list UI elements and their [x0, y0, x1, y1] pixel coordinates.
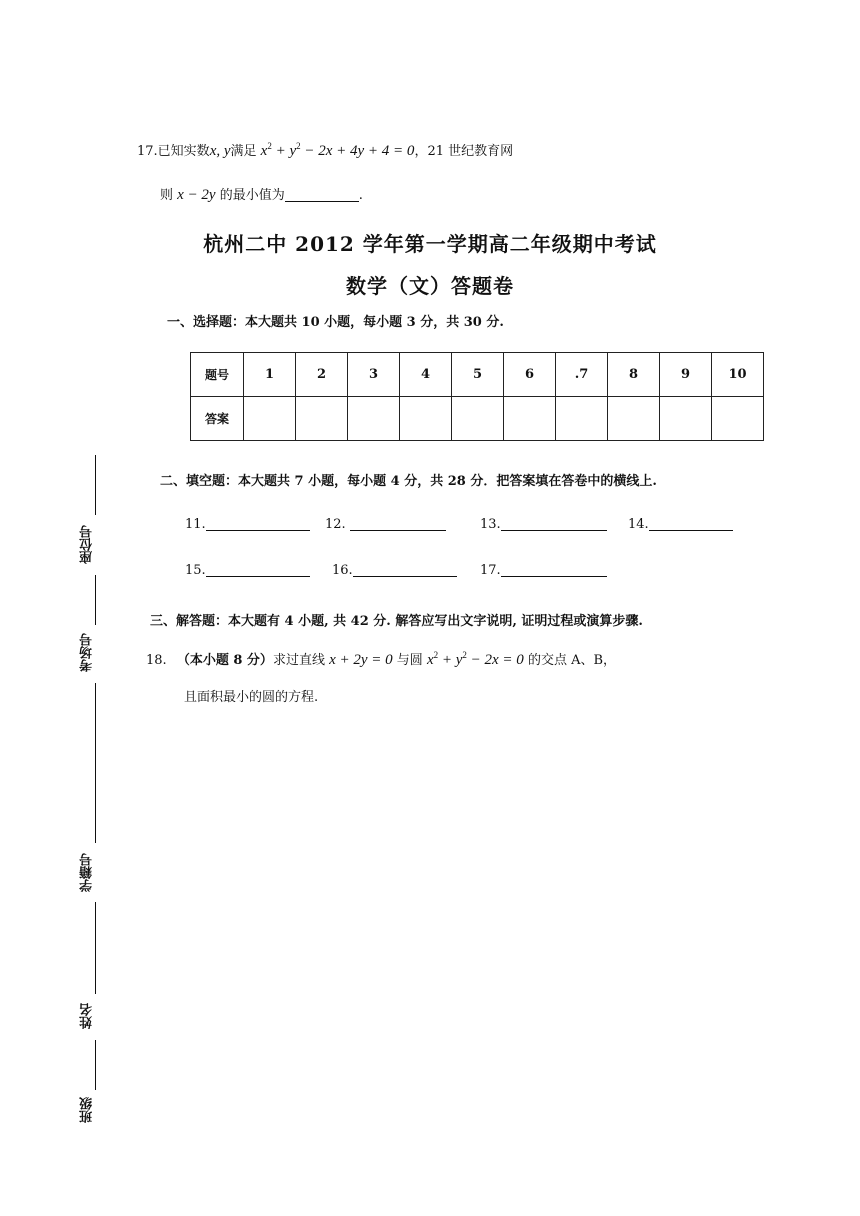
- table-answer-label: 答案: [191, 397, 244, 441]
- exam-room-label: 考场号: [80, 633, 95, 673]
- answer-cell[interactable]: [712, 397, 764, 441]
- answer-cell[interactable]: [504, 397, 556, 441]
- q18-text3: 的交点 A、B，: [527, 653, 617, 668]
- answer-cell[interactable]: [244, 397, 296, 441]
- seat-label: 座位号: [80, 525, 95, 565]
- blank-15-label: 15.: [185, 563, 206, 578]
- q17-answer-blank[interactable]: [285, 187, 359, 202]
- q18-line-equation: x + 2y = 0: [329, 652, 393, 668]
- q17-line2-end: .: [358, 188, 363, 203]
- table-row-answers: [191, 397, 764, 441]
- blank-14: [628, 516, 733, 532]
- answer-table: [190, 352, 764, 441]
- table-number: 6: [504, 353, 556, 397]
- q17-suffix: ，21 世纪教育网: [414, 144, 514, 159]
- q18-circle-equation: [427, 652, 524, 668]
- answer-cell[interactable]: [348, 397, 400, 441]
- q17-line2-suffix: 的最小值为: [219, 188, 285, 203]
- blank-17-line[interactable]: [501, 562, 607, 577]
- student-id-line[interactable]: [95, 683, 96, 843]
- answer-cell[interactable]: [400, 397, 452, 441]
- q18-score: （本小题 8 分）: [176, 653, 273, 668]
- q17-line2-expr: x − 2y: [177, 187, 216, 203]
- blank-12-line[interactable]: [350, 516, 446, 531]
- blank-11-line[interactable]: [206, 516, 310, 531]
- table-number: 5: [452, 353, 504, 397]
- exam-title: 杭州二中 2012 学年第一学期高二年级期中考试: [203, 232, 657, 256]
- exam-room-line[interactable]: [95, 575, 96, 625]
- blank-15: [185, 562, 310, 578]
- section-2-heading: 二、填空题：本大题共 7 小题，每小题 4 分，共 28 分．把答案填在答卷中的横线上.: [160, 474, 657, 489]
- table-number: 2: [296, 353, 348, 397]
- q18-text1: 求过直线: [272, 653, 325, 668]
- q17-eq-a: x: [260, 143, 268, 159]
- answer-cell[interactable]: [296, 397, 348, 441]
- blank-14-line[interactable]: [649, 516, 733, 531]
- question-17-line2: [160, 184, 363, 204]
- section-1-heading: 一、选择题：本大题共 10 小题，每小题 3 分，共 30 分.: [167, 315, 504, 330]
- q17-vars: x, y: [209, 143, 231, 159]
- name-label: 姓名: [80, 1003, 95, 1029]
- class-label: 班级: [80, 1097, 95, 1123]
- table-header-label: 题号: [191, 353, 244, 397]
- answer-cell[interactable]: [660, 397, 712, 441]
- blank-13: [480, 516, 607, 532]
- blank-15-line[interactable]: [206, 562, 310, 577]
- table-number: .7: [556, 353, 608, 397]
- q17-exp2: 2: [296, 141, 301, 151]
- q18-circle-b: + y: [438, 652, 463, 668]
- answer-cell[interactable]: [608, 397, 660, 441]
- blank-12: [325, 516, 446, 532]
- blank-11-label: 11.: [185, 517, 206, 532]
- table-number: 8: [608, 353, 660, 397]
- question-18-line2: 且面积最小的圆的方程.: [184, 690, 319, 705]
- blank-16-label: 16.: [332, 563, 353, 578]
- name-line[interactable]: [95, 902, 96, 994]
- blank-16-line[interactable]: [353, 562, 457, 577]
- table-number: 10: [712, 353, 764, 397]
- answer-cell[interactable]: [452, 397, 504, 441]
- q17-line2-prefix: 则: [160, 188, 174, 203]
- q17-eq-b: + y: [271, 143, 297, 159]
- q18-exp2: 2: [462, 650, 467, 660]
- q17-prefix: 17.已知实数: [137, 144, 210, 159]
- blank-13-label: 13.: [480, 517, 501, 532]
- blank-17-label: 17.: [480, 563, 501, 578]
- section-3-heading: 三、解答题：本大题有 4 小题, 共 42 分. 解答应写出文字说明, 证明过程或演算步骤.: [150, 614, 643, 629]
- table-row-numbers: [191, 353, 764, 397]
- q17-mid: 满足: [230, 144, 257, 159]
- q17-eq-c: − 2x + 4y + 4 = 0: [300, 143, 415, 159]
- q18-circle-a: x: [426, 652, 434, 668]
- blank-14-label: 14.: [628, 517, 649, 532]
- table-number: 9: [660, 353, 712, 397]
- q17-exp1: 2: [267, 141, 272, 151]
- answer-cell[interactable]: [556, 397, 608, 441]
- blank-17: [480, 562, 607, 578]
- question-18: [146, 649, 616, 669]
- blank-13-line[interactable]: [501, 516, 607, 531]
- q18-exp1: 2: [433, 650, 439, 660]
- q18-number: 18.: [146, 653, 167, 668]
- question-17: [137, 140, 513, 160]
- q18-text2: 与圆: [396, 653, 423, 668]
- q17-equation: [261, 143, 415, 159]
- blank-12-label: 12.: [325, 517, 346, 532]
- table-number: 3: [348, 353, 400, 397]
- table-number: 1: [244, 353, 296, 397]
- blank-16: [332, 562, 457, 578]
- student-id-label: 学籍号: [80, 853, 95, 893]
- q18-circle-c: − 2x = 0: [466, 652, 524, 668]
- table-number: 4: [400, 353, 452, 397]
- exam-subtitle: 数学（文）答题卷: [346, 274, 514, 298]
- seat-line[interactable]: [95, 455, 96, 515]
- class-line[interactable]: [95, 1040, 96, 1090]
- blank-11: [185, 516, 310, 532]
